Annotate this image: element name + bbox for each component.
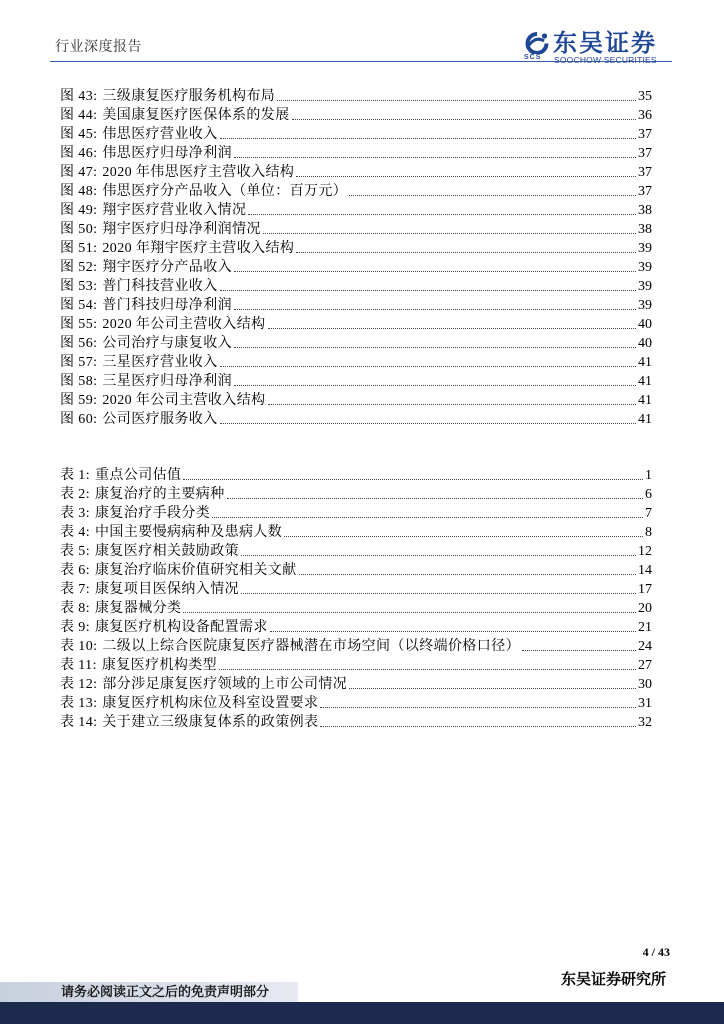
- figure-label: 图 56:: [60, 336, 98, 351]
- figure-title: 2020 年伟思医疗主营收入结构: [102, 165, 295, 180]
- table-title: 中国主要慢病病种及患病人数: [95, 525, 283, 540]
- list-of-tables: [60, 466, 652, 732]
- figure-entry[interactable]: [60, 334, 652, 353]
- figure-entry[interactable]: [60, 220, 652, 239]
- figure-page-number: 39: [638, 298, 652, 313]
- table-label: 表 2:: [60, 487, 90, 502]
- figure-entry[interactable]: [60, 372, 652, 391]
- figure-entry[interactable]: [60, 410, 652, 429]
- dot-leader: [268, 328, 637, 329]
- dot-leader: [320, 726, 636, 727]
- table-label: 表 6:: [60, 563, 90, 578]
- table-title: 部分涉足康复医疗领域的上市公司情况: [102, 677, 348, 692]
- table-page-number: 6: [645, 487, 652, 502]
- dot-leader: [292, 119, 636, 120]
- dot-leader: [296, 252, 636, 253]
- figure-label: 图 55:: [60, 317, 98, 332]
- institute-name: 东吴证券研究所: [560, 972, 666, 988]
- table-entry[interactable]: [60, 618, 652, 637]
- table-page-number: 27: [638, 658, 652, 673]
- table-label: 表 7:: [60, 582, 90, 597]
- figure-page-number: 37: [638, 146, 652, 161]
- figure-title: 三星医疗归母净利润: [102, 374, 232, 389]
- company-logo: [520, 31, 670, 65]
- figure-title: 三星医疗营业收入: [102, 355, 218, 370]
- table-page-number: 30: [638, 677, 652, 692]
- table-page-number: 14: [638, 563, 652, 578]
- figure-label: 图 49:: [60, 203, 98, 218]
- figure-title: 公司医疗服务收入: [102, 412, 218, 427]
- table-title: 康复医疗相关鼓励政策: [95, 544, 239, 559]
- table-entry[interactable]: [60, 523, 652, 542]
- figure-entry[interactable]: [60, 182, 652, 201]
- table-label: 表 14:: [60, 715, 98, 730]
- figure-page-number: 37: [638, 165, 652, 180]
- table-title: 康复治疗手段分类: [95, 506, 211, 521]
- figure-entry[interactable]: [60, 277, 652, 296]
- dot-leader: [220, 138, 636, 139]
- table-title: 二级以上综合医院康复医疗器械潜在市场空间（以终端价格口径）: [102, 639, 520, 654]
- table-page-number: 20: [638, 601, 652, 616]
- table-entry[interactable]: [60, 599, 652, 618]
- table-entry[interactable]: [60, 694, 652, 713]
- figure-page-number: 41: [638, 393, 652, 408]
- dot-leader: [299, 574, 636, 575]
- table-page-number: 21: [638, 620, 652, 635]
- figure-label: 图 50:: [60, 222, 98, 237]
- figure-entry[interactable]: [60, 391, 652, 410]
- dot-leader: [234, 385, 636, 386]
- table-page-number: 32: [638, 715, 652, 730]
- figure-label: 图 43:: [60, 89, 98, 104]
- figure-page-number: 41: [638, 374, 652, 389]
- figure-entry[interactable]: [60, 87, 652, 106]
- figure-page-number: 40: [638, 317, 652, 332]
- dot-leader: [349, 195, 636, 196]
- list-of-figures: [60, 87, 652, 429]
- table-title: 康复项目医保纳入情况: [95, 582, 239, 597]
- logo-english-name: SOOCHOW SECURITIES: [554, 55, 657, 65]
- dot-leader: [183, 612, 636, 613]
- figure-entry[interactable]: [60, 106, 652, 125]
- table-label: 表 13:: [60, 696, 98, 711]
- table-title: 康复医疗机构设备配置需求: [95, 620, 268, 635]
- table-title: 关于建立三级康复体系的政策例表: [102, 715, 319, 730]
- figure-page-number: 39: [638, 279, 652, 294]
- table-entry[interactable]: [60, 466, 652, 485]
- dot-leader: [284, 536, 643, 537]
- dot-leader: [234, 347, 636, 348]
- figure-page-number: 41: [638, 412, 652, 427]
- figure-entry[interactable]: [60, 353, 652, 372]
- table-page-number: 17: [638, 582, 652, 597]
- figure-label: 图 58:: [60, 374, 98, 389]
- table-label: 表 4:: [60, 525, 90, 540]
- figure-title: 美国康复医疗医保体系的发展: [102, 108, 290, 123]
- table-entry[interactable]: [60, 713, 652, 732]
- figure-title: 伟思医疗归母净利润: [102, 146, 232, 161]
- figure-page-number: 38: [638, 203, 652, 218]
- disclaimer-text: 请务必阅读正文之后的免责声明部分: [61, 984, 270, 999]
- table-title: 重点公司估值: [95, 468, 182, 483]
- report-type-label: 行业深度报告: [55, 40, 142, 55]
- figure-label: 图 59:: [60, 393, 98, 408]
- figure-entry[interactable]: [60, 144, 652, 163]
- dot-leader: [241, 593, 636, 594]
- footer-band: [0, 1002, 724, 1024]
- table-page-number: 31: [638, 696, 652, 711]
- table-page-number: 24: [638, 639, 652, 654]
- figure-title: 2020 年翔宇医疗主营收入结构: [102, 241, 295, 256]
- dot-leader: [183, 479, 643, 480]
- dot-leader: [270, 631, 636, 632]
- figure-label: 图 52:: [60, 260, 98, 275]
- figure-page-number: 41: [638, 355, 652, 370]
- disclaimer-box: [0, 982, 298, 1002]
- table-entry[interactable]: [60, 580, 652, 599]
- table-label: 表 9:: [60, 620, 90, 635]
- figure-title: 公司治疗与康复收入: [102, 336, 232, 351]
- figure-entry[interactable]: [60, 296, 652, 315]
- figure-label: 图 57:: [60, 355, 98, 370]
- table-label: 表 11:: [60, 658, 97, 673]
- table-label: 表 3:: [60, 506, 90, 521]
- table-page-number: 1: [645, 468, 652, 483]
- dot-leader: [227, 498, 643, 499]
- table-label: 表 1:: [60, 468, 90, 483]
- table-page-number: 7: [645, 506, 652, 521]
- figure-page-number: 39: [638, 241, 652, 256]
- table-entry[interactable]: [60, 542, 652, 561]
- dot-leader: [241, 555, 636, 556]
- figure-entry[interactable]: [60, 163, 652, 182]
- dot-leader: [220, 366, 636, 367]
- figure-entry[interactable]: [60, 315, 652, 334]
- dot-leader: [212, 517, 643, 518]
- figure-label: 图 48:: [60, 184, 98, 199]
- figure-page-number: 39: [638, 260, 652, 275]
- figure-title: 普门科技营业收入: [102, 279, 218, 294]
- table-entry[interactable]: [60, 561, 652, 580]
- dot-leader: [268, 404, 637, 405]
- figure-page-number: 37: [638, 184, 652, 199]
- table-entry[interactable]: [60, 656, 652, 675]
- figure-page-number: 38: [638, 222, 652, 237]
- figure-label: 图 53:: [60, 279, 98, 294]
- dot-leader: [277, 100, 636, 101]
- figure-title: 翔宇医疗分产品收入: [102, 260, 232, 275]
- table-page-number: 8: [645, 525, 652, 540]
- dot-leader: [220, 290, 636, 291]
- dot-leader: [263, 233, 636, 234]
- figure-entry[interactable]: [60, 239, 652, 258]
- dot-leader: [234, 309, 636, 310]
- figure-label: 图 46:: [60, 146, 98, 161]
- table-title: 康复医疗机构类型: [101, 658, 218, 673]
- table-label: 表 12:: [60, 677, 98, 692]
- table-title: 康复治疗临床价值研究相关文献: [95, 563, 297, 578]
- dot-leader: [320, 707, 636, 708]
- dot-leader: [248, 214, 636, 215]
- table-entry[interactable]: [60, 637, 652, 656]
- logo-icon-text: SCS: [524, 54, 542, 61]
- soochow-logo-icon: [522, 32, 550, 54]
- table-page-number: 12: [638, 544, 652, 559]
- table-title: 康复器械分类: [95, 601, 182, 616]
- dot-leader: [349, 688, 636, 689]
- figure-title: 2020 年公司主营收入结构: [102, 317, 266, 332]
- figure-label: 图 44:: [60, 108, 98, 123]
- figure-entry[interactable]: [60, 125, 652, 144]
- figure-title: 伟思医疗营业收入: [102, 127, 218, 142]
- figure-title: 伟思医疗分产品收入（单位：百万元）: [102, 184, 348, 199]
- figure-title: 三级康复医疗服务机构布局: [102, 89, 276, 104]
- table-label: 表 10:: [60, 639, 98, 654]
- table-entry[interactable]: [60, 675, 652, 694]
- figure-label: 图 54:: [60, 298, 98, 313]
- table-label: 表 5:: [60, 544, 90, 559]
- dot-leader: [234, 271, 636, 272]
- table-label: 表 8:: [60, 601, 90, 616]
- figure-label: 图 45:: [60, 127, 98, 142]
- figure-title: 翔宇医疗归母净利润情况: [102, 222, 261, 237]
- figure-title: 2020 年公司主营收入结构: [102, 393, 266, 408]
- figure-page-number: 36: [638, 108, 652, 123]
- table-title: 康复治疗的主要病种: [95, 487, 225, 502]
- table-entry[interactable]: [60, 504, 652, 523]
- table-entry[interactable]: [60, 485, 652, 504]
- figure-page-number: 40: [638, 336, 652, 351]
- table-title: 康复医疗机构床位及科室设置要求: [102, 696, 319, 711]
- figure-label: 图 60:: [60, 412, 98, 427]
- page-number: 4 / 43: [642, 945, 670, 959]
- logo-chinese-name: 东吴证券: [553, 29, 657, 57]
- figure-page-number: 35: [638, 89, 652, 104]
- figure-page-number: 37: [638, 127, 652, 142]
- figure-label: 图 51:: [60, 241, 98, 256]
- figure-title: 普门科技归母净利润: [102, 298, 232, 313]
- dot-leader: [522, 650, 636, 651]
- dot-leader: [296, 176, 636, 177]
- figure-label: 图 47:: [60, 165, 98, 180]
- figure-entry[interactable]: [60, 258, 652, 277]
- dot-leader: [234, 157, 636, 158]
- figure-entry[interactable]: [60, 201, 652, 220]
- figure-title: 翔宇医疗营业收入情况: [102, 203, 247, 218]
- dot-leader: [220, 423, 636, 424]
- dot-leader: [219, 669, 636, 670]
